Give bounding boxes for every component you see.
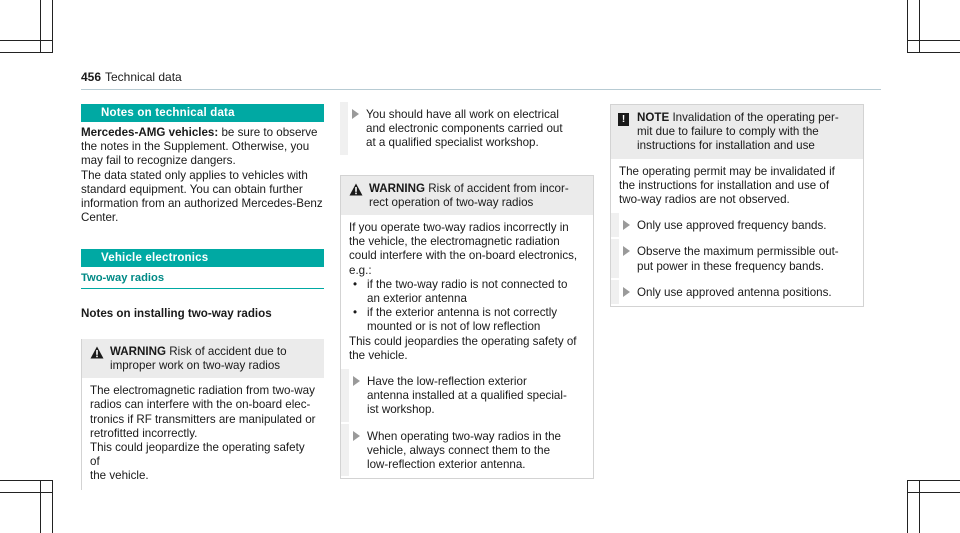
instruction-step: Have the low-reflection exterior antenna installed at a qualified special- ist workshop. <box>341 375 585 418</box>
crop-mark <box>52 0 53 53</box>
heading-installing: Notes on installing two-way radios <box>81 306 272 320</box>
crop-mark <box>919 480 920 533</box>
column-1 <box>81 104 324 490</box>
step-arrow-icon <box>623 246 630 256</box>
warning-label: WARNING <box>110 344 167 358</box>
crop-mark <box>919 0 920 53</box>
note-header: ! NOTE Invalidation of the operating per- mit due to failure to comply with the instructions for installation and use <box>611 105 863 159</box>
step-arrow-icon <box>353 376 360 386</box>
step-arrow-icon <box>352 109 359 119</box>
crop-mark <box>907 492 960 493</box>
banner-technical-data: Notes on technical data <box>81 104 324 122</box>
amg-label: Mercedes-AMG vehicles: <box>81 126 219 139</box>
section-title: Technical data <box>105 70 182 84</box>
step-arrow-icon <box>623 220 630 230</box>
note-exclamation-icon: ! <box>618 113 629 126</box>
note-body: The operating permit may be invalidated if the instructions for installation and use of two-way radios are not observed. Only use approved frequency bands. Observe the maximum permissible out- put power in these frequency bands. Only use approved antenna positions. <box>611 159 863 306</box>
warning-box-2 <box>340 175 594 480</box>
crop-mark <box>0 40 53 41</box>
crop-mark <box>907 40 960 41</box>
crop-mark <box>907 480 960 481</box>
instruction-step: When operating two-way radios in the vehicle, always connect them to the low-reflection exterior antenna. <box>341 430 585 473</box>
crop-mark <box>907 52 960 53</box>
column-3 <box>610 104 864 307</box>
list-item: • if the exterior antenna is not correctly mounted or is not of low reflection <box>341 306 585 334</box>
crop-mark <box>907 0 908 53</box>
crop-mark <box>0 492 53 493</box>
header-rule <box>81 89 881 90</box>
warning-header: WARNING Risk of accident from incor- rect operation of two-way radios <box>341 176 593 215</box>
warning-triangle-icon <box>90 346 104 359</box>
warning-body: If you operate two-way radios incorrectly in the vehicle, the electromagnetic radiation could interfere with the on-board electronics, e.g.: • if the two-way radio is not connected to an exterior antenna • if the exterior antenna is not correctly mounted or is not of low reflection This could jeopardies the operating safety of the vehicle. Have the low-reflection exterior antenna installed at a qualified special- ist workshop. When operating two-way radios in the vehicle, always connect them to the low-reflection exterior antenna. <box>341 215 593 478</box>
subhead-two-way-radios: Two-way radios <box>81 271 324 288</box>
crop-mark <box>0 52 53 53</box>
banner-vehicle-electronics: Vehicle electronics <box>81 249 324 267</box>
paragraph-data: The data stated only applies to vehicles with standard equipment. You can obtain further information from an authorized Mercedes-Benz Center. <box>81 168 323 225</box>
instruction-step: Only use approved frequency bands. <box>611 219 855 233</box>
crop-mark <box>52 480 53 533</box>
note-box <box>610 104 864 307</box>
note-label: NOTE <box>637 111 670 124</box>
list-item: • if the two-way radio is not connected to an exterior antenna <box>341 278 585 306</box>
crop-mark <box>40 0 41 53</box>
crop-mark <box>40 480 41 533</box>
instruction-step: Observe the maximum permissible out- put power in these frequency bands. <box>611 245 855 273</box>
step-arrow-icon <box>353 431 360 441</box>
paragraph-amg: Mercedes-AMG vehicles: be sure to observe the notes in the Supplement. Otherwise, you may fail to recognize dangers. <box>81 126 318 168</box>
warning-body: The electromagnetic radiation from two-way radios can interfere with the on-board elec- tronics if RF transmitters are manipulated or retrofitted incorrectly. This could jeopardize the operating safety of the vehicle. <box>90 384 316 483</box>
crop-mark <box>907 480 908 533</box>
instruction-step: Only use approved antenna positions. <box>611 286 855 300</box>
warning-header: WARNING Risk of accident due to improper work on two-way radios <box>82 339 324 378</box>
warning-label: WARNING <box>369 181 426 195</box>
crop-mark <box>0 480 53 481</box>
page-number: 456 <box>81 70 102 84</box>
warning-triangle-icon <box>349 183 363 196</box>
warning-box <box>81 339 324 490</box>
step-arrow-icon <box>623 287 630 297</box>
column-2 <box>340 104 594 479</box>
instruction-step: You should have all work on electrical and electronic components carried out at a qualified specialist workshop. <box>340 108 594 151</box>
